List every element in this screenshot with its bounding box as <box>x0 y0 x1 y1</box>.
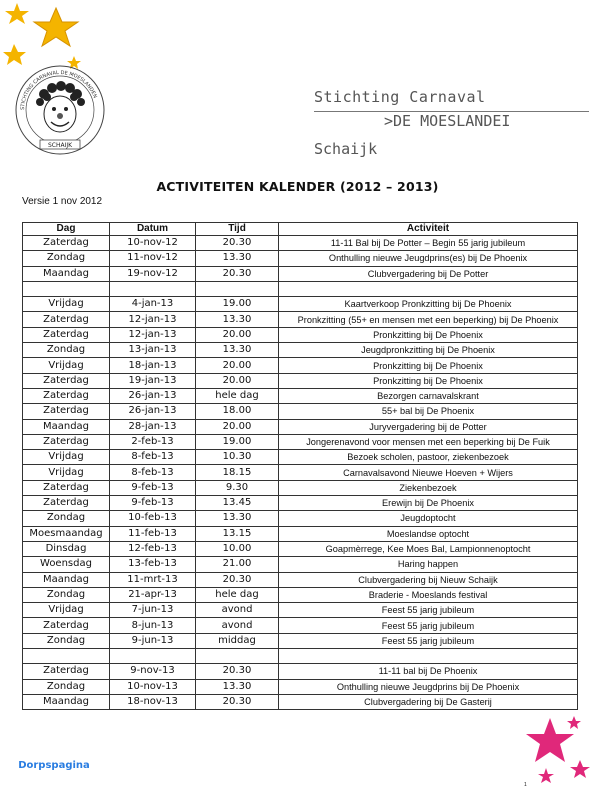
logo-ring-text: STICHTING CARNAVAL DE MOESLANDEN <box>19 69 98 111</box>
cell-tijd: 13.30 <box>196 251 279 266</box>
table-row <box>23 465 578 480</box>
cell-dag: Zondag <box>23 679 110 694</box>
cell-tijd: 13.30 <box>196 343 279 358</box>
cell-tijd: 20.30 <box>196 236 279 251</box>
cell-tijd: hele dag <box>196 388 279 403</box>
table-row <box>23 633 578 648</box>
footer-logo-text: Dorpspagina <box>18 760 90 771</box>
cell-activiteit: Clubvergadering bij De Potter <box>279 266 578 281</box>
cell-dag: Zondag <box>23 633 110 648</box>
cell-dag: Zondag <box>23 511 110 526</box>
cell-activiteit: Pronkzitting bij De Phoenix <box>279 358 578 373</box>
cell-tijd: avond <box>196 618 279 633</box>
cell-tijd: 18.00 <box>196 404 279 419</box>
cell-datum: 11-feb-13 <box>110 526 196 541</box>
cell-tijd <box>196 649 279 664</box>
cell-dag: Vrijdag <box>23 603 110 618</box>
table-row <box>23 266 578 281</box>
pink-star-icon <box>520 712 595 794</box>
cell-datum <box>110 281 196 296</box>
header-datum: Datum <box>110 223 196 236</box>
table-body <box>23 236 578 710</box>
table-row <box>23 358 578 373</box>
cell-tijd: 13.45 <box>196 496 279 511</box>
cell-tijd: 20.00 <box>196 327 279 342</box>
cell-datum: 11-mrt-13 <box>110 572 196 587</box>
table-row <box>23 251 578 266</box>
cell-activiteit: 11-11 bal bij De Phoenix <box>279 664 578 679</box>
brand-heading <box>314 88 589 158</box>
cell-datum: 9-jun-13 <box>110 633 196 648</box>
cell-datum: 10-nov-13 <box>110 679 196 694</box>
cell-datum: 10-nov-12 <box>110 236 196 251</box>
cell-activiteit: Onthulling nieuwe Jeugdprins(es) bij De Phoenix <box>279 251 578 266</box>
cell-activiteit: Pronkzitting (55+ en mensen met een beperking) bij De Phoenix <box>279 312 578 327</box>
table-row <box>23 557 578 572</box>
table-header-row <box>23 223 578 236</box>
cell-activiteit: Goapmèrrege, Kee Moes Bal, Lampionnenoptocht <box>279 541 578 556</box>
cell-datum: 26-jan-13 <box>110 388 196 403</box>
table-row <box>23 496 578 511</box>
cell-dag: Zaterdag <box>23 373 110 388</box>
cell-dag: Zaterdag <box>23 236 110 251</box>
cell-datum: 7-jun-13 <box>110 603 196 618</box>
cell-dag: Zaterdag <box>23 480 110 495</box>
cell-activiteit: Braderie - Moeslands festival <box>279 587 578 602</box>
cell-dag: Vrijdag <box>23 465 110 480</box>
cell-activiteit: Jeugdpronkzitting bij De Phoenix <box>279 343 578 358</box>
cell-datum: 21-apr-13 <box>110 587 196 602</box>
cell-activiteit: Pronkzitting bij De Phoenix <box>279 327 578 342</box>
table-row <box>23 434 578 449</box>
cell-tijd: 13.30 <box>196 312 279 327</box>
cell-tijd: 18.15 <box>196 465 279 480</box>
cell-tijd: 20.00 <box>196 358 279 373</box>
cell-datum: 9-feb-13 <box>110 480 196 495</box>
table-row <box>23 236 578 251</box>
cell-datum: 12-feb-13 <box>110 541 196 556</box>
table-row <box>23 343 578 358</box>
table-row <box>23 450 578 465</box>
cell-datum: 18-nov-13 <box>110 694 196 709</box>
header-dag: Dag <box>23 223 110 236</box>
footer-logo <box>14 755 94 773</box>
table-row <box>23 587 578 602</box>
table-row <box>23 511 578 526</box>
cell-dag <box>23 649 110 664</box>
cell-activiteit: Onthulling nieuwe Jeugdprins bij De Phoenix <box>279 679 578 694</box>
clown-face-icon <box>14 64 106 156</box>
cell-datum: 19-nov-12 <box>110 266 196 281</box>
cell-dag: Zaterdag <box>23 312 110 327</box>
cell-dag: Vrijdag <box>23 358 110 373</box>
cell-dag: Zondag <box>23 251 110 266</box>
cell-activiteit: Pronkzitting bij De Phoenix <box>279 373 578 388</box>
cell-activiteit <box>279 649 578 664</box>
cell-tijd: 19.00 <box>196 434 279 449</box>
cell-dag: Zaterdag <box>23 496 110 511</box>
cell-tijd: middag <box>196 633 279 648</box>
cell-tijd: 20.30 <box>196 266 279 281</box>
table-row <box>23 679 578 694</box>
cell-activiteit: Moeslandse optocht <box>279 526 578 541</box>
table-row <box>23 480 578 495</box>
table-row <box>23 297 578 312</box>
header-tijd: Tijd <box>196 223 279 236</box>
cell-tijd: avond <box>196 603 279 618</box>
cell-datum: 12-jan-13 <box>110 327 196 342</box>
cell-activiteit <box>279 281 578 296</box>
table-row <box>23 404 578 419</box>
table-row <box>23 694 578 709</box>
version-label: Versie 1 nov 2012 <box>22 196 103 207</box>
cell-tijd: 20.00 <box>196 373 279 388</box>
cell-activiteit: Jongerenavond voor mensen met een beperking bij De Fuik <box>279 434 578 449</box>
cell-datum: 8-feb-13 <box>110 450 196 465</box>
cell-tijd: 13.30 <box>196 679 279 694</box>
cell-dag: Vrijdag <box>23 297 110 312</box>
table-row <box>23 388 578 403</box>
cell-dag: Moesmaandag <box>23 526 110 541</box>
brand-line-2: >DE MOESLANDEI <box>314 111 589 130</box>
cell-activiteit: Haring happen <box>279 557 578 572</box>
cell-datum: 2-feb-13 <box>110 434 196 449</box>
cell-datum: 12-jan-13 <box>110 312 196 327</box>
cell-datum: 18-jan-13 <box>110 358 196 373</box>
cell-datum <box>110 649 196 664</box>
cell-tijd: 9.30 <box>196 480 279 495</box>
cell-dag: Zaterdag <box>23 434 110 449</box>
cell-activiteit: Erewijn bij De Phoenix <box>279 496 578 511</box>
cell-dag: Vrijdag <box>23 450 110 465</box>
cell-activiteit: Clubvergadering bij De Gasterij <box>279 694 578 709</box>
cell-dag: Maandag <box>23 419 110 434</box>
cell-activiteit: Ziekenbezoek <box>279 480 578 495</box>
cell-datum: 26-jan-13 <box>110 404 196 419</box>
cell-activiteit: Carnavalsavond Nieuwe Hoeven + Wijers <box>279 465 578 480</box>
cell-tijd: 20.30 <box>196 572 279 587</box>
table-row <box>23 327 578 342</box>
cell-datum: 19-jan-13 <box>110 373 196 388</box>
page-number: 1 <box>524 782 527 788</box>
club-logo <box>14 64 106 156</box>
cell-datum: 9-nov-13 <box>110 664 196 679</box>
table-row <box>23 541 578 556</box>
cell-dag: Zondag <box>23 343 110 358</box>
activities-table <box>22 222 578 710</box>
page-title: ACTIVITEITEN KALENDER (2012 – 2013) <box>156 179 439 194</box>
cell-tijd: 10.00 <box>196 541 279 556</box>
cell-dag: Zaterdag <box>23 388 110 403</box>
cell-dag: Maandag <box>23 266 110 281</box>
cell-tijd: hele dag <box>196 587 279 602</box>
table-row <box>23 603 578 618</box>
cell-datum: 11-nov-12 <box>110 251 196 266</box>
cell-datum: 28-jan-13 <box>110 419 196 434</box>
cell-dag: Maandag <box>23 694 110 709</box>
cell-dag: Zaterdag <box>23 618 110 633</box>
cell-tijd: 13.30 <box>196 511 279 526</box>
cell-datum: 10-feb-13 <box>110 511 196 526</box>
cell-activiteit: Jeugdoptocht <box>279 511 578 526</box>
cell-tijd: 10.30 <box>196 450 279 465</box>
cell-datum: 13-jan-13 <box>110 343 196 358</box>
cell-dag <box>23 281 110 296</box>
cell-datum: 4-jan-13 <box>110 297 196 312</box>
cell-activiteit: Feest 55 jarig jubileum <box>279 618 578 633</box>
cell-tijd: 20.30 <box>196 664 279 679</box>
cell-dag: Zaterdag <box>23 664 110 679</box>
cell-dag: Zaterdag <box>23 404 110 419</box>
cell-activiteit: 55+ bal bij De Phoenix <box>279 404 578 419</box>
cell-datum: 8-feb-13 <box>110 465 196 480</box>
cell-dag: Zaterdag <box>23 327 110 342</box>
table-row <box>23 526 578 541</box>
table-row <box>23 312 578 327</box>
cell-tijd <box>196 281 279 296</box>
cell-datum: 13-feb-13 <box>110 557 196 572</box>
table-row <box>23 618 578 633</box>
cell-tijd: 21.00 <box>196 557 279 572</box>
cell-activiteit: Feest 55 jarig jubileum <box>279 603 578 618</box>
cell-activiteit: Juryvergadering bij de Potter <box>279 419 578 434</box>
table-row <box>23 373 578 388</box>
cell-dag: Maandag <box>23 572 110 587</box>
cell-tijd: 20.00 <box>196 419 279 434</box>
cell-tijd: 19.00 <box>196 297 279 312</box>
cell-activiteit: Bezoek scholen, pastoor, ziekenbezoek <box>279 450 578 465</box>
brand-line-1: Stichting Carnaval <box>314 88 486 106</box>
brand-line-3: Schaijk <box>314 140 378 158</box>
cell-datum: 8-jun-13 <box>110 618 196 633</box>
table-row <box>23 281 578 296</box>
cell-datum: 9-feb-13 <box>110 496 196 511</box>
cell-activiteit: Feest 55 jarig jubileum <box>279 633 578 648</box>
cell-activiteit: Clubvergadering bij Nieuw Schaijk <box>279 572 578 587</box>
cell-activiteit: 11-11 Bal bij De Potter – Begin 55 jarig jubileum <box>279 236 578 251</box>
cell-dag: Zondag <box>23 587 110 602</box>
cell-tijd: 13.15 <box>196 526 279 541</box>
cell-activiteit: Kaartverkoop Pronkzitting bij De Phoenix <box>279 297 578 312</box>
table-row <box>23 572 578 587</box>
logo-bottom-text: SCHAIJK <box>47 142 73 149</box>
cell-dag: Woensdag <box>23 557 110 572</box>
cell-dag: Dinsdag <box>23 541 110 556</box>
cell-activiteit: Bezorgen carnavalskrant <box>279 388 578 403</box>
cell-tijd: 20.30 <box>196 694 279 709</box>
table-row <box>23 649 578 664</box>
table-row <box>23 664 578 679</box>
table-row <box>23 419 578 434</box>
header-activiteit: Activiteit <box>279 223 578 236</box>
